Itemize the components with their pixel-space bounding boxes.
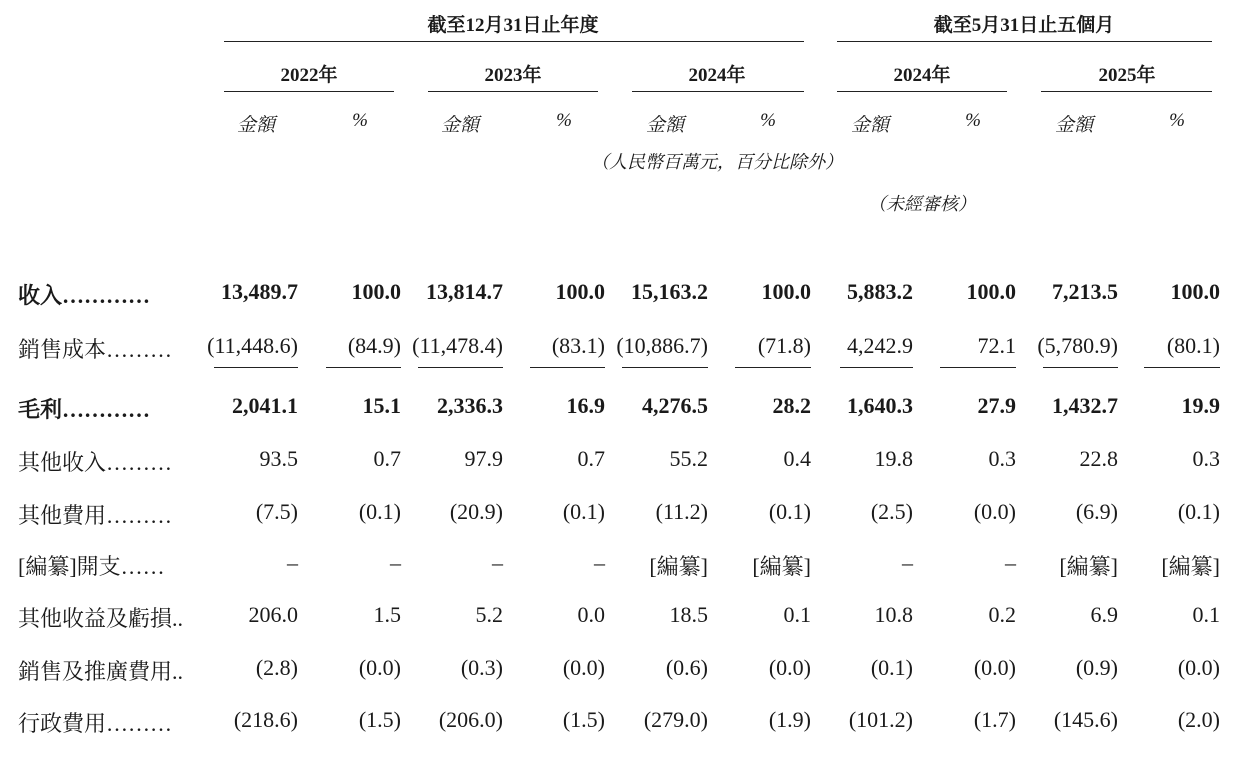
amount-cell: (101.2) xyxy=(848,707,913,732)
row-label: 其他收益及虧損.. xyxy=(18,606,184,631)
amount-cell: (0.9) xyxy=(1075,655,1118,680)
amount-cell: (10,886.7) xyxy=(616,333,708,358)
percent-cell: 19.9 xyxy=(1181,393,1220,418)
year-header-2025-5m: 2025年 xyxy=(1098,65,1156,86)
percent-cell: – xyxy=(594,550,605,575)
percent-cell: (1.5) xyxy=(562,707,605,732)
percent-cell: 27.9 xyxy=(977,393,1016,418)
percent-cell: (0.1) xyxy=(358,499,401,524)
percent-cell: 100.0 xyxy=(966,279,1016,304)
group-rule-5m xyxy=(837,41,1212,42)
subtotal-rule xyxy=(530,367,605,368)
percent-cell: 16.9 xyxy=(566,393,605,418)
amount-cell: (11.2) xyxy=(655,499,708,524)
subtotal-rule xyxy=(622,367,708,368)
subtotal-rule xyxy=(940,367,1016,368)
percent-cell: (0.0) xyxy=(973,655,1016,680)
percent-cell: 0.3 xyxy=(988,446,1016,471)
subtotal-rule xyxy=(326,367,401,368)
percent-cell: [編纂] xyxy=(1161,554,1220,579)
amount-cell: (11,478.4) xyxy=(412,333,503,358)
amount-cell: 22.8 xyxy=(1079,446,1118,471)
amount-cell: 5,883.2 xyxy=(847,279,913,304)
percent-cell: (1.7) xyxy=(973,707,1016,732)
percent-cell: (0.1) xyxy=(1177,499,1220,524)
percent-cell: (0.1) xyxy=(768,499,811,524)
amount-cell: 15,163.2 xyxy=(631,279,708,304)
percent-cell: (0.1) xyxy=(562,499,605,524)
percent-cell: (0.0) xyxy=(562,655,605,680)
amount-cell: 206.0 xyxy=(248,602,298,627)
row-label: [編纂]開支…… xyxy=(18,554,165,579)
unaudited-note: （未經審核） xyxy=(868,194,976,214)
percent-cell: (84.9) xyxy=(347,333,401,358)
percent-cell: 0.1 xyxy=(783,602,811,627)
amount-cell: 97.9 xyxy=(464,446,503,471)
amount-cell: 93.5 xyxy=(259,446,298,471)
pct-label: % xyxy=(1169,110,1185,131)
amount-cell: (145.6) xyxy=(1053,707,1118,732)
subtotal-rule xyxy=(735,367,811,368)
amount-label: 金額 xyxy=(1054,115,1094,136)
percent-cell: (1.5) xyxy=(358,707,401,732)
amount-cell: 10.8 xyxy=(874,602,913,627)
amount-label: 金額 xyxy=(645,115,685,136)
year-header-2024-5m: 2024年 xyxy=(893,65,951,86)
percent-cell: [編纂] xyxy=(752,554,811,579)
row-label: 其他費用……… xyxy=(18,503,173,528)
amount-cell: 6.9 xyxy=(1090,602,1118,627)
row-label: 其他收入……… xyxy=(18,450,173,475)
row-label: 銷售及推廣費用.. xyxy=(18,659,184,684)
group-rule-fy xyxy=(224,41,804,42)
amount-cell: 1,432.7 xyxy=(1052,393,1118,418)
subtotal-rule xyxy=(418,367,503,368)
amount-cell: – xyxy=(287,550,298,575)
amount-cell: [編纂] xyxy=(649,554,708,579)
percent-cell: 1.5 xyxy=(373,602,401,627)
percent-cell: (2.0) xyxy=(1177,707,1220,732)
percent-cell: 72.1 xyxy=(977,333,1016,358)
percent-cell: 28.2 xyxy=(772,393,811,418)
amount-cell: 4,242.9 xyxy=(847,333,913,358)
year-rule xyxy=(224,91,394,92)
year-rule xyxy=(632,91,804,92)
amount-cell: (2.8) xyxy=(255,655,298,680)
pct-label: % xyxy=(760,110,776,131)
percent-cell: – xyxy=(1005,550,1016,575)
amount-cell: 1,640.3 xyxy=(847,393,913,418)
pct-label: % xyxy=(352,110,368,131)
amount-cell: (2.5) xyxy=(870,499,913,524)
amount-cell: (6.9) xyxy=(1075,499,1118,524)
amount-cell: (279.0) xyxy=(643,707,708,732)
amount-cell: – xyxy=(902,550,913,575)
amount-cell: (218.6) xyxy=(233,707,298,732)
row-label: 毛利………… xyxy=(18,397,151,422)
amount-cell: – xyxy=(492,550,503,575)
percent-cell: – xyxy=(390,550,401,575)
subtotal-rule xyxy=(1043,367,1118,368)
percent-cell: (71.8) xyxy=(757,333,811,358)
percent-cell: 0.4 xyxy=(783,446,811,471)
amount-cell: (5,780.9) xyxy=(1037,333,1118,358)
percent-cell: 0.2 xyxy=(988,602,1016,627)
amount-cell: 2,041.1 xyxy=(232,393,298,418)
percent-cell: (1.9) xyxy=(768,707,811,732)
percent-cell: (0.0) xyxy=(768,655,811,680)
amount-cell: (7.5) xyxy=(255,499,298,524)
subtotal-rule xyxy=(214,367,298,368)
year-rule xyxy=(1041,91,1212,92)
amount-cell: (0.6) xyxy=(665,655,708,680)
amount-cell: 13,814.7 xyxy=(426,279,503,304)
percent-cell: (0.0) xyxy=(1177,655,1220,680)
percent-cell: 100.0 xyxy=(1170,279,1220,304)
amount-label: 金額 xyxy=(850,115,890,136)
percent-cell: 100.0 xyxy=(761,279,811,304)
percent-cell: (0.0) xyxy=(973,499,1016,524)
percent-cell: 0.7 xyxy=(577,446,605,471)
percent-cell: 100.0 xyxy=(351,279,401,304)
percent-cell: 0.1 xyxy=(1192,602,1220,627)
amount-cell: 18.5 xyxy=(669,602,708,627)
year-header-2024: 2024年 xyxy=(688,65,746,86)
percent-cell: (83.1) xyxy=(551,333,605,358)
pct-label: % xyxy=(556,110,572,131)
group-header-fiscal-year: 截至12月31日止年度 xyxy=(427,15,599,36)
percent-cell: 0.7 xyxy=(373,446,401,471)
pct-label: % xyxy=(965,110,981,131)
amount-cell: (20.9) xyxy=(449,499,503,524)
amount-cell: (0.1) xyxy=(870,655,913,680)
amount-cell: [編纂] xyxy=(1059,554,1118,579)
amount-cell: 19.8 xyxy=(874,446,913,471)
amount-cell: 5.2 xyxy=(475,602,503,627)
amount-label: 金額 xyxy=(236,115,276,136)
amount-cell: (206.0) xyxy=(438,707,503,732)
row-label: 行政費用……… xyxy=(18,711,173,736)
percent-cell: 0.3 xyxy=(1192,446,1220,471)
amount-cell: 4,276.5 xyxy=(642,393,708,418)
amount-cell: (0.3) xyxy=(460,655,503,680)
year-header-2023: 2023年 xyxy=(484,65,542,86)
percent-cell: (80.1) xyxy=(1166,333,1220,358)
amount-cell: 2,336.3 xyxy=(437,393,503,418)
year-rule xyxy=(837,91,1007,92)
subtotal-rule xyxy=(1144,367,1220,368)
subtotal-rule xyxy=(840,367,913,368)
row-label: 銷售成本……… xyxy=(18,337,173,362)
amount-label: 金額 xyxy=(440,115,480,136)
amount-cell: 13,489.7 xyxy=(221,279,298,304)
amount-cell: (11,448.6) xyxy=(207,333,298,358)
group-header-five-months: 截至5月31日止五個月 xyxy=(933,15,1115,36)
amount-cell: 55.2 xyxy=(669,446,708,471)
percent-cell: 15.1 xyxy=(362,393,401,418)
percent-cell: 0.0 xyxy=(577,602,605,627)
year-header-2022: 2022年 xyxy=(280,65,338,86)
row-label: 收入………… xyxy=(18,283,151,308)
percent-cell: 100.0 xyxy=(555,279,605,304)
year-rule xyxy=(428,91,598,92)
unit-note: （人民幣百萬元，百分比除外） xyxy=(591,152,843,172)
percent-cell: (0.0) xyxy=(358,655,401,680)
amount-cell: 7,213.5 xyxy=(1052,279,1118,304)
